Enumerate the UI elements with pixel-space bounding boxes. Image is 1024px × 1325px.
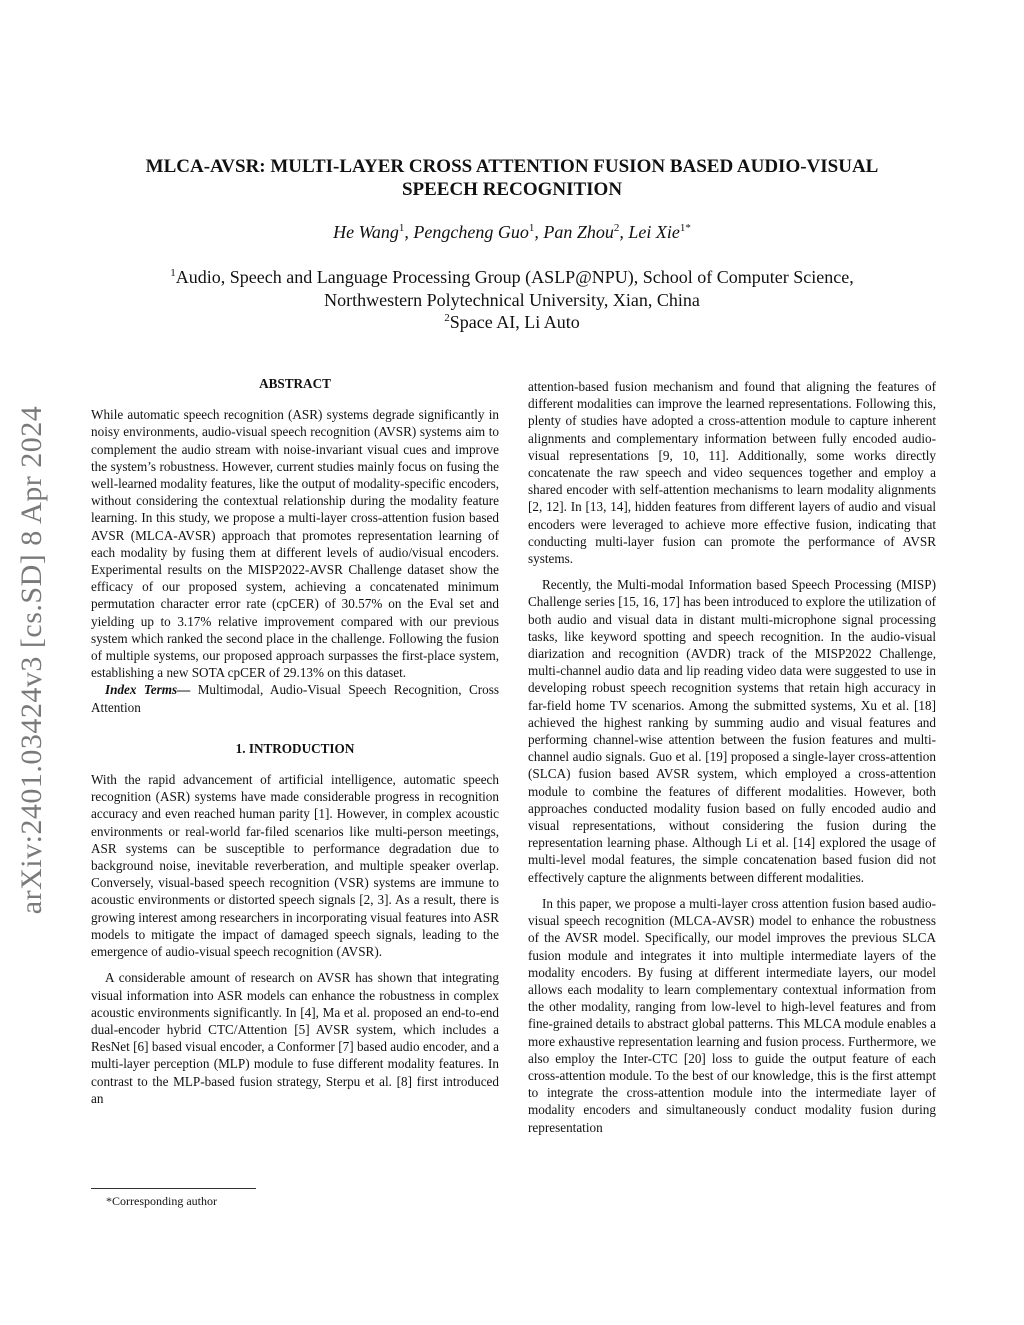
index-terms-text: Multimodal, Audio-Visual Speech Recognition, Cross Attention	[91, 682, 499, 715]
affiliation-mark: 2	[444, 312, 450, 324]
affiliation-1-line-2: Northwestern Polytechnical University, Xian, China	[324, 290, 700, 310]
author-list	[90, 222, 934, 243]
author-name: He Wang	[333, 222, 399, 242]
right-paragraph-1: attention-based fusion mechanism and found that aligning the features of different modalities can improve the learned representations. Following this, plenty of studies have adopted a cross-attention module to capture inherent alignments and complementary information between fully encoded audio-visual representations [9, 10, 11]. Additionally, some works directly concatenate the raw speech and video sequences together and employ a shared encoder with self-attention mechanisms to learn modality alignments [2, 12]. In [13, 14], hidden features from different layers of audio and visual encoders were leveraged to achieve more effective fusion, indicating that conducting multi-layer fusion can promote the performance of AVSR systems.	[528, 379, 936, 567]
title-line-1: MLCA-AVSR: MULTI-LAYER CROSS ATTENTION FUSION BASED AUDIO-VISUAL	[145, 156, 879, 177]
right-column	[528, 378, 936, 1136]
right-paragraph-3: In this paper, we propose a multi-layer cross attention fusion based audio-visual speech recognition (MLCA-AVSR) model to enhance the robustness of the AVSR model. Specifically, our model improves the previous SLCA fusion module and integrates it into multiple intermediate layers of the modality encoders. By fusing at different intermediate layers, our model allows each modality to learn complementary contextual information from the other modality, ranging from low-level to high-level features and from fine-grained details to abstract global patterns. This MLCA module enables a more exhaustive representation learning and fusion process. Furthermore, we also employ the Inter-CTC [20] loss to guide the output feature of each cross-attention module. To the best of our knowledge, this is the first attempt to integrate the cross-attention module into the intermediate layer of modality encoders and simultaneously conduct modality fusion during representation	[528, 895, 936, 1135]
arxiv-stamp	[8, 360, 56, 960]
introduction-heading: 1. INTRODUCTION	[235, 740, 355, 756]
affiliation-mark: 1	[170, 267, 176, 279]
author-affiliation-mark: 1*	[679, 222, 691, 234]
intro-paragraph-1: With the rapid advancement of artificial intelligence, automatic speech recognition (ASR) systems have made considerable progress in recognition accuracy and even reached human parity [1]. However, in complex acoustic environments or real-world far-filed scenarios like multi-person meetings, ASR systems can be susceptible to performance degradation due to background noise, inevitable reverberation, and multiple speaker overlap. Conversely, visual-based speech recognition (VSR) systems are immune to acoustic environments or distorted speech signals [2, 3]. As a result, there is growing interest among researchers in incorporating visual features into ASR models to mitigate the impact of damaged speech signals, leading to the emergence of audio-visual speech recognition (AVSR).	[91, 772, 499, 960]
index-terms	[91, 681, 499, 715]
author-affiliation-mark: 1	[528, 222, 535, 234]
author-separator: ,	[534, 222, 544, 242]
arxiv-identifier: arXiv:2401.03424v3 [cs.SD] 8 Apr 2024	[15, 405, 48, 915]
intro-paragraph-2: A considerable amount of research on AVSR has shown that integrating visual information into ASR models can enhance the robustness in complex acoustic environments significantly. In [4], Ma et al. proposed an end-to-end dual-encoder hybrid CTC/Attention [5] AVSR system, which includes a ResNet [6] based visual encoder, a Conformer [7] based audio encoder, and a multi-layer perception (MLP) module to fuse different modality features. In contrast to the MLP-based fusion strategy, Sterpu et al. [8] first introduced an	[91, 970, 499, 1106]
affiliation-2	[90, 312, 934, 333]
paper-title	[90, 155, 934, 201]
abstract-text: While automatic speech recognition (ASR) systems degrade significantly in noisy environments, audio-visual speech recognition (AVSR) systems aim to complement the audio stream with noise-invariant visual cues and improve the system’s robustness. However, current studies mainly focus on fusing the well-learned modality features, like the output of modality-specific encoders, without considering the contextual relationship during the modality feature learning. In this study, we propose a multi-layer cross-attention fusion based AVSR (MLCA-AVSR) approach that promotes representation learning of each modality by fusing them at different levels of audio/visual encoders. Experimental results on the MISP2022-AVSR Challenge dataset show the efficacy of our proposed system, achieving a concatenated minimum permutation character error rate (cpCER) of 30.57% on the Eval set and yielding up to 3.17% relative improvement compared with our previous system which ranked the second place in the challenge. Following the fusion of multiple systems, our proposed approach surpasses the first-place system, establishing a new SOTA cpCER of 29.13% on this dataset.	[91, 407, 499, 681]
right-paragraph-2: Recently, the Multi-modal Information based Speech Processing (MISP) Challenge series [15, 16, 17] has been introduced to explore the utilization of both audio and visual data in distant multi-microphone signal processing tasks, like keyword spotting and speech recognition. In the audio-visual diarization and recognition (AVDR) track of the MISP2022 Challenge, multi-channel audio data and lip reading video data were suggested to use in developing robust speech recognition systems that retain high accuracy in far-field home TV scenarios. Among the submitted systems, Xu et al. [18] achieved the highest ranking by summing audio and visual features and performing channel-wise attention between the fusion features and multi-channel audio signals. Guo et al. [19] proposed a single-layer cross-attention (SLCA) fusion based AVSR system, which employed a cross-attention module to combine the features of different modalities. However, both approaches conducted modality fusion based on fully encoded audio and visual representations, without considering the fusion during the representation learning phase. Although Li et al. [14] explored the usage of multi-level modal features, the simple concatenation based fusion did not effectively capture the alignments between different modalities.	[528, 577, 936, 885]
footnote: *Corresponding author	[106, 1194, 217, 1208]
author-separator: ,	[619, 222, 629, 242]
author-name: Pan Zhou	[543, 222, 614, 242]
left-column	[91, 375, 499, 1107]
author-name: Lei Xie	[628, 222, 680, 242]
author-affiliation-mark: 1	[398, 222, 405, 234]
affiliation-1-line-1	[90, 267, 934, 288]
footnote-rule	[91, 1188, 256, 1189]
affiliation-text: Space AI, Li Auto	[449, 312, 580, 332]
affiliation-text: Audio, Speech and Language Processing Group (ASLP@NPU), School of Computer Science,	[175, 267, 854, 287]
author-separator: ,	[404, 222, 414, 242]
author-affiliation-mark: 2	[613, 222, 620, 234]
title-line-2: SPEECH RECOGNITION	[401, 179, 623, 200]
author-name: Pengcheng Guo	[413, 222, 529, 242]
abstract-heading: ABSTRACT	[259, 376, 331, 391]
index-terms-label: Index Terms—	[105, 682, 191, 698]
